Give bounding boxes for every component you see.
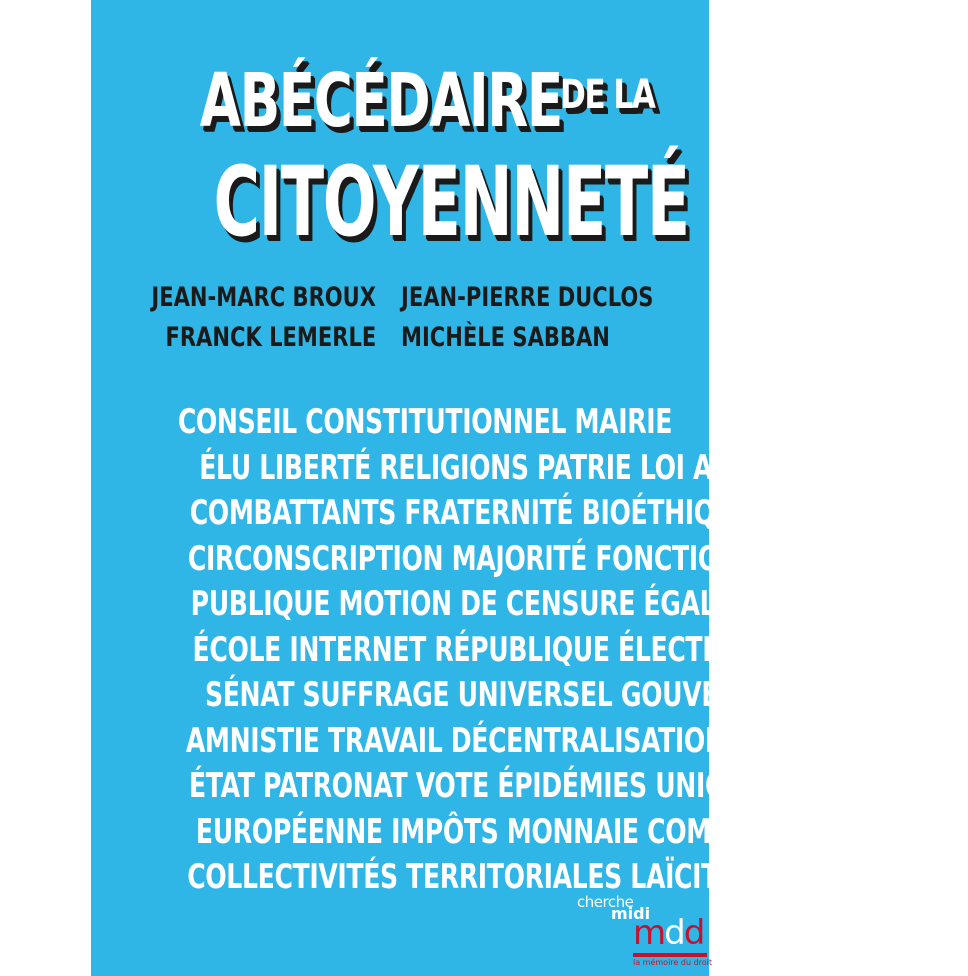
keyword-line — [91, 628, 771, 674]
publisher-tagline: la mémoire du droit — [633, 958, 713, 967]
keyword-line — [91, 673, 854, 719]
keyword-line — [91, 400, 709, 446]
keyword-line — [91, 491, 752, 537]
keyword-text: ÉTAT PATRONAT VOTE ÉPIDÉMIES UNION — [188, 766, 747, 806]
keyword-line — [91, 582, 758, 628]
mdd-letter: d — [683, 913, 704, 953]
authors-row-1 — [91, 282, 709, 322]
keyword-line — [91, 537, 740, 583]
mdd-letter: m — [633, 913, 665, 953]
book-cover — [91, 0, 854, 976]
author-name: FRANCK LEMERLE — [165, 322, 376, 353]
author-name: JEAN-PIERRE DUCLOS — [401, 282, 654, 313]
keyword-text: EUROPÉENNE IMPÔTS MONNAIE COMMUNE — [195, 811, 794, 852]
title-line-2 — [91, 146, 709, 258]
keyword-text: COLLECTIVITÉS TERRITORIALES LAÏCITÉ — [187, 857, 735, 897]
author-name: JEAN-MARC BROUX — [151, 282, 376, 313]
title-citoyennete: CITOYENNETÉ — [213, 146, 689, 258]
title-abecedaire: ABÉCÉDAIRE — [200, 58, 563, 144]
author-name: MICHÈLE SABBAN — [401, 322, 610, 353]
mdd-logo — [633, 913, 704, 953]
keyword-line — [91, 446, 816, 492]
keyword-text: COMBATTANTS FRATERNITÉ BIOÉTHIQUE — [189, 493, 752, 533]
title-de-la: DE LA — [559, 72, 655, 118]
keyword-text: ÉLU LIBERTÉ RELIGIONS PATRIE LOI ANCIENS — [199, 447, 816, 488]
keyword-text: CIRCONSCRIPTION MAJORITÉ FONCTION — [187, 538, 740, 579]
title-line-1 — [91, 58, 709, 144]
keyword-text: SÉNAT SUFFRAGE UNIVERSEL GOUVERNEMENT — [204, 675, 854, 715]
keyword-text: CONSEIL CONSTITUTIONNEL MAIRIE — [177, 402, 673, 442]
mdd-underline — [633, 953, 707, 957]
mdd-letter: d — [664, 913, 684, 953]
keyword-line — [91, 719, 726, 765]
publisher-midi: midi — [611, 904, 651, 923]
publisher-cherche: cherche — [577, 893, 634, 911]
keyword-line — [91, 810, 794, 856]
keywords-block — [91, 400, 854, 901]
keyword-line — [91, 764, 747, 810]
authors-block — [91, 282, 709, 362]
keyword-text: PUBLIQUE MOTION DE CENSURE ÉGALITÉ — [190, 584, 758, 624]
keyword-text: AMNISTIE TRAVAIL DÉCENTRALISATION — [185, 720, 726, 761]
authors-row-2 — [91, 322, 709, 362]
keyword-text: ÉCOLE INTERNET RÉPUBLIQUE ÉLECTIONS — [192, 629, 771, 670]
